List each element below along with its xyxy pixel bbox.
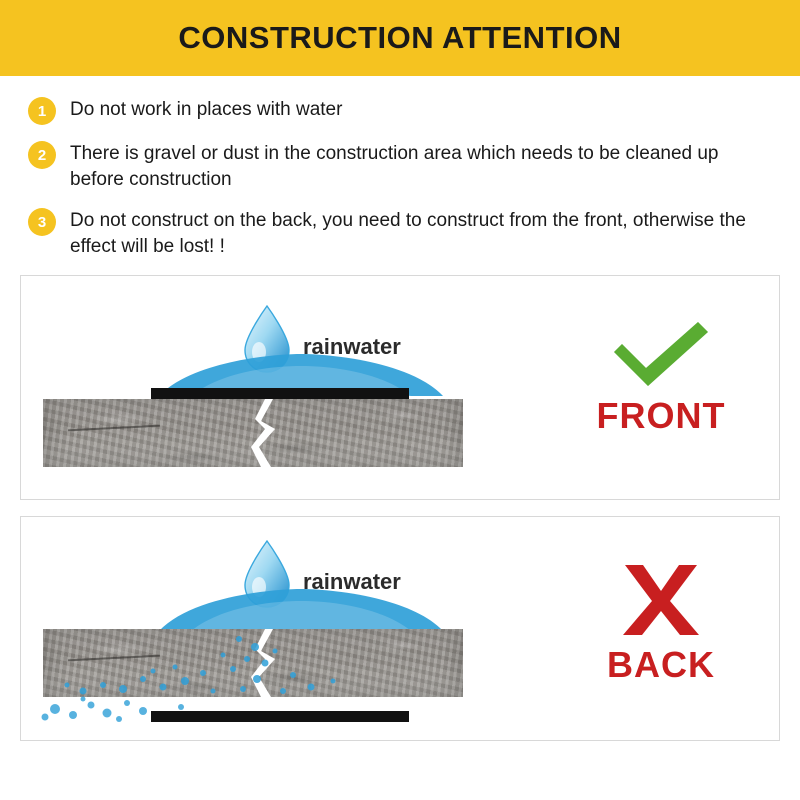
page-title: CONSTRUCTION ATTENTION [178, 20, 622, 55]
rainwater-label: rainwater [303, 333, 401, 359]
waterproof-tape [151, 388, 409, 399]
illustration-panel-front [20, 275, 780, 500]
verdict-label: FRONT [596, 394, 726, 436]
note-text: Do not construct on the back, you need to construct from the front, otherwise the effect will be lost! ! [70, 210, 746, 257]
check-mark-icon [602, 318, 720, 390]
note-number-badge: 1 [28, 97, 56, 125]
waterproof-tape [151, 711, 409, 722]
cross-mark-icon [611, 561, 711, 639]
page-header [0, 0, 800, 76]
note-text: Do not work in places with water [70, 99, 343, 120]
verdict-front [561, 318, 761, 437]
list-item [28, 96, 772, 125]
concrete-slab [43, 399, 463, 467]
note-number-badge: 2 [28, 141, 56, 169]
attention-notes-list [0, 76, 800, 260]
crack-shape [249, 399, 283, 467]
verdict-label: BACK [607, 643, 715, 685]
water-seepage-splatter [43, 629, 463, 697]
verdict-back [561, 561, 761, 686]
note-text: There is gravel or dust in the construction area which needs to be cleaned up before construction [70, 143, 719, 190]
list-item [28, 140, 772, 192]
list-item [28, 207, 772, 259]
concrete-slab [43, 629, 463, 697]
illustration-panel-back [20, 516, 780, 741]
note-number-badge: 3 [28, 208, 56, 236]
rainwater-label: rainwater [303, 568, 401, 594]
